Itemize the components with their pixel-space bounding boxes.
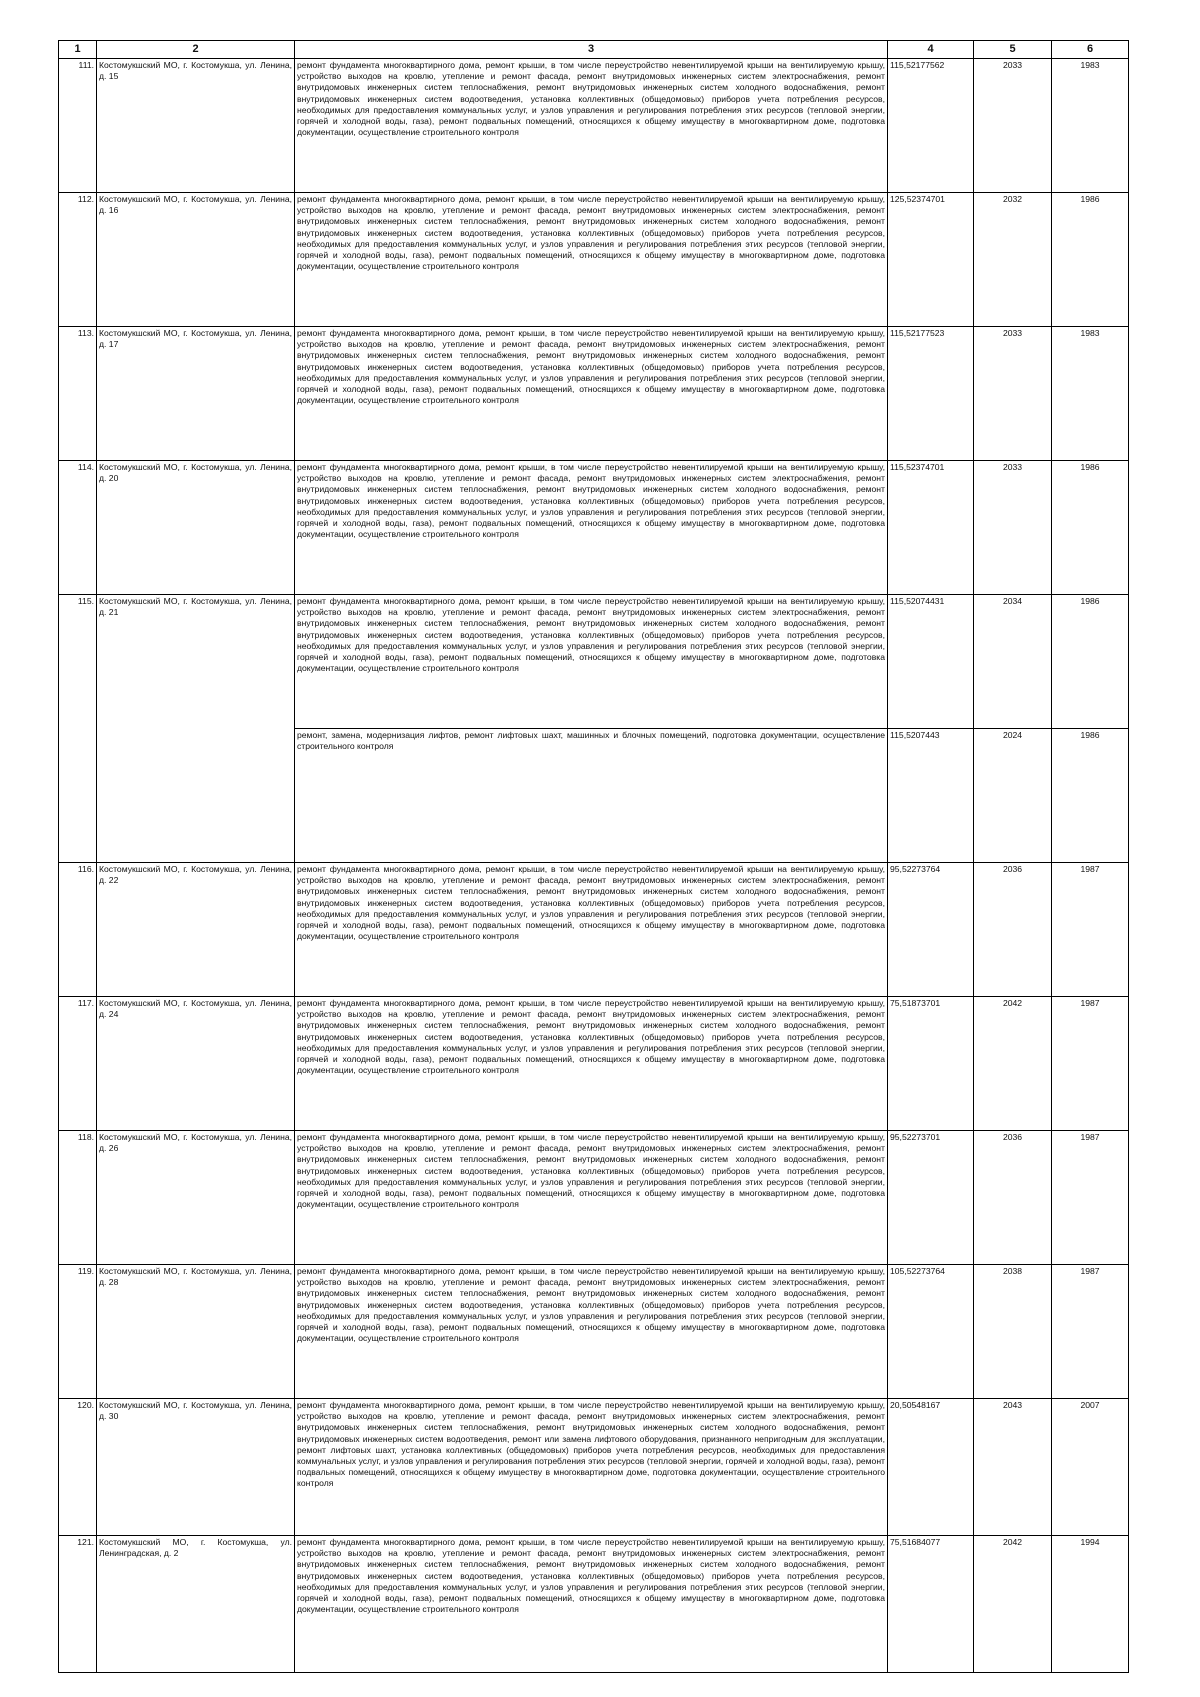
capital-repair-table [58,40,1129,1673]
table-row [59,193,1129,327]
row-address: Костомукшский МО, г. Костомукша, ул. Ленина, д. 20 [97,461,295,595]
row-built: 1987 [1052,997,1129,1131]
table-row [59,1131,1129,1265]
table-row [59,997,1129,1131]
row-year: 2038 [974,1265,1052,1399]
row-address: Костомукшский МО, г. Костомукша, ул. Ленина, д. 15 [97,59,295,193]
row-built: 2007 [1052,1399,1129,1536]
header-col-2: 2 [97,41,295,59]
table-row [59,595,1129,729]
row-cost: 75,51873701 [888,997,974,1131]
row-number: 118. [59,1131,97,1265]
row-cost: 105,52273764 [888,1265,974,1399]
row-built: 1983 [1052,59,1129,193]
row-works: ремонт фундамента многоквартирного дома, ремонт крыши, в том числе переустройство невентилируемой крыши на вентилируемую крышу, устройство выходов на кровлю, утепление и ремонт фасада, ремонт внутридомовых инженерных систем электроснабжения, ремонт внутридомовых инженерных систем теплоснабжения, ремонт внутридомовых инженерных систем холодного водоснабжения, ремонт внутридомовых инженерных систем водоотведения, установка коллективных (общедомовых) приборов учета потребления ресурсов, необходимых для предоставления коммунальных услуг, и узлов управления и регулирования потребления этих ресурсов (тепловой энергии, горячей и холодной воды, газа), ремонт подвальных помещений, относящихся к общему имуществу в многоквартирном доме, подготовка документации, осуществление строительного контроля [295,1536,888,1673]
row-address: Костомукшский МО, г. Костомукша, ул. Ленина, д. 24 [97,997,295,1131]
row-number: 114. [59,461,97,595]
row-address: Костомукшский МО, г. Костомукша, ул. Ленинградская, д. 2 [97,1536,295,1673]
row-cost: 125,52374701 [888,193,974,327]
row-address: Костомукшский МО, г. Костомукша, ул. Ленина, д. 26 [97,1131,295,1265]
header-col-3: 3 [295,41,888,59]
row-works: ремонт фундамента многоквартирного дома, ремонт крыши, в том числе переустройство невентилируемой крыши на вентилируемую крышу, устройство выходов на кровлю, утепление и ремонт фасада, ремонт внутридомовых инженерных систем электроснабжения, ремонт внутридомовых инженерных систем теплоснабжения, ремонт внутридомовых инженерных систем холодного водоснабжения, ремонт внутридомовых инженерных систем водоотведения, установка коллективных (общедомовых) приборов учета потребления ресурсов, необходимых для предоставления коммунальных услуг, и узлов управления и регулирования потребления этих ресурсов (тепловой энергии, горячей и холодной воды, газа), ремонт подвальных помещений, относящихся к общему имуществу в многоквартирном доме, подготовка документации, осуществление строительного контроля [295,193,888,327]
row-year: 2032 [974,193,1052,327]
row-cost: 115,52177523 [888,327,974,461]
row-number: 117. [59,997,97,1131]
row-year: 2042 [974,1536,1052,1673]
row-address: Костомукшский МО, г. Костомукша, ул. Ленина, д. 30 [97,1399,295,1536]
header-col-6: 6 [1052,41,1129,59]
row-number: 120. [59,1399,97,1536]
row-built: 1994 [1052,1536,1129,1673]
header-col-4: 4 [888,41,974,59]
row-address: Костомукшский МО, г. Костомукша, ул. Ленина, д. 17 [97,327,295,461]
row-year: 2043 [974,1399,1052,1536]
row-year: 2036 [974,1131,1052,1265]
row-cost: 75,51684077 [888,1536,974,1673]
row-cost: 115,5207443 [888,729,974,863]
row-works: ремонт фундамента многоквартирного дома, ремонт крыши, в том числе переустройство невентилируемой крыши на вентилируемую крышу, устройство выходов на кровлю, утепление и ремонт фасада, ремонт внутридомовых инженерных систем электроснабжения, ремонт внутридомовых инженерных систем теплоснабжения, ремонт внутридомовых инженерных систем холодного водоснабжения, ремонт внутридомовых инженерных систем водоотведения, установка коллективных (общедомовых) приборов учета потребления ресурсов, необходимых для предоставления коммунальных услуг, и узлов управления и регулирования потребления этих ресурсов (тепловой энергии, горячей и холодной воды, газа), ремонт подвальных помещений, относящихся к общему имуществу в многоквартирном доме, подготовка документации, осуществление строительного контроля [295,461,888,595]
table-row [59,59,1129,193]
row-built: 1986 [1052,193,1129,327]
row-year: 2034 [974,595,1052,729]
row-built: 1987 [1052,863,1129,997]
row-cost: 95,52273701 [888,1131,974,1265]
row-cost: 115,52074431 [888,595,974,729]
row-cost: 95,52273764 [888,863,974,997]
row-cost: 115,52374701 [888,461,974,595]
row-number: 112. [59,193,97,327]
row-number: 121. [59,1536,97,1673]
row-number: 116. [59,863,97,997]
row-works: ремонт фундамента многоквартирного дома, ремонт крыши, в том числе переустройство невентилируемой крыши на вентилируемую крышу, устройство выходов на кровлю, утепление и ремонт фасада, ремонт внутридомовых инженерных систем электроснабжения, ремонт внутридомовых инженерных систем теплоснабжения, ремонт внутридомовых инженерных систем холодного водоснабжения, ремонт внутридомовых инженерных систем водоотведения, установка коллективных (общедомовых) приборов учета потребления ресурсов, необходимых для предоставления коммунальных услуг, и узлов управления и регулирования потребления этих ресурсов (тепловой энергии, горячей и холодной воды, газа), ремонт подвальных помещений, относящихся к общему имуществу в многоквартирном доме, подготовка документации, осуществление строительного контроля [295,59,888,193]
header-col-1: 1 [59,41,97,59]
table-row [59,1399,1129,1536]
row-built: 1986 [1052,595,1129,729]
table-row [59,1536,1129,1673]
row-built: 1986 [1052,461,1129,595]
row-number: 115. [59,595,97,863]
row-cost: 20,50548167 [888,1399,974,1536]
row-works-elevator: ремонт, замена, модернизация лифтов, ремонт лифтовых шахт, машинных и блочных помещений, подготовка документации, осуществление строительного контроля [295,729,888,863]
row-works: ремонт фундамента многоквартирного дома, ремонт крыши, в том числе переустройство невентилируемой крыши на вентилируемую крышу, устройство выходов на кровлю, утепление и ремонт фасада, ремонт внутридомовых инженерных систем электроснабжения, ремонт внутридомовых инженерных систем теплоснабжения, ремонт внутридомовых инженерных систем холодного водоснабжения, ремонт внутридомовых инженерных систем водоотведения, установка коллективных (общедомовых) приборов учета потребления ресурсов, необходимых для предоставления коммунальных услуг, и узлов управления и регулирования потребления этих ресурсов (тепловой энергии, горячей и холодной воды, газа), ремонт подвальных помещений, относящихся к общему имуществу в многоквартирном доме, подготовка документации, осуществление строительного контроля [295,595,888,729]
row-address: Костомукшский МО, г. Костомукша, ул. Ленина, д. 22 [97,863,295,997]
table-row [59,1265,1129,1399]
row-built: 1983 [1052,327,1129,461]
row-number: 113. [59,327,97,461]
row-cost: 115,52177562 [888,59,974,193]
row-year: 2033 [974,461,1052,595]
row-works: ремонт фундамента многоквартирного дома, ремонт крыши, в том числе переустройство невентилируемой крыши на вентилируемую крышу, устройство выходов на кровлю, утепление и ремонт фасада, ремонт внутридомовых инженерных систем электроснабжения, ремонт внутридомовых инженерных систем теплоснабжения, ремонт внутридомовых инженерных систем холодного водоснабжения, ремонт внутридомовых инженерных систем водоотведения, установка коллективных (общедомовых) приборов учета потребления ресурсов, необходимых для предоставления коммунальных услуг, и узлов управления и регулирования потребления этих ресурсов (тепловой энергии, горячей и холодной воды, газа), ремонт подвальных помещений, относящихся к общему имуществу в многоквартирном доме, подготовка документации, осуществление строительного контроля [295,863,888,997]
table-row [59,461,1129,595]
row-year: 2036 [974,863,1052,997]
row-works: ремонт фундамента многоквартирного дома, ремонт крыши, в том числе переустройство невентилируемой крыши на вентилируемую крышу, устройство выходов на кровлю, утепление и ремонт фасада, ремонт внутридомовых инженерных систем электроснабжения, ремонт внутридомовых инженерных систем теплоснабжения, ремонт внутридомовых инженерных систем холодного водоснабжения, ремонт внутридомовых инженерных систем водоотведения, установка коллективных (общедомовых) приборов учета потребления ресурсов, необходимых для предоставления коммунальных услуг, и узлов управления и регулирования потребления этих ресурсов (тепловой энергии, горячей и холодной воды, газа), ремонт подвальных помещений, относящихся к общему имуществу в многоквартирном доме, подготовка документации, осуществление строительного контроля [295,1131,888,1265]
row-works: ремонт фундамента многоквартирного дома, ремонт крыши, в том числе переустройство невентилируемой крыши на вентилируемую крышу, устройство выходов на кровлю, утепление и ремонт фасада, ремонт внутридомовых инженерных систем электроснабжения, ремонт внутридомовых инженерных систем теплоснабжения, ремонт внутридомовых инженерных систем холодного водоснабжения, ремонт внутридомовых инженерных систем водоотведения, установка коллективных (общедомовых) приборов учета потребления ресурсов, необходимых для предоставления коммунальных услуг, и узлов управления и регулирования потребления этих ресурсов (тепловой энергии, горячей и холодной воды, газа), ремонт подвальных помещений, относящихся к общему имуществу в многоквартирном доме, подготовка документации, осуществление строительного контроля [295,1265,888,1399]
row-works: ремонт фундамента многоквартирного дома, ремонт крыши, в том числе переустройство невентилируемой крыши на вентилируемую крышу, устройство выходов на кровлю, утепление и ремонт фасада, ремонт внутридомовых инженерных систем электроснабжения, ремонт внутридомовых инженерных систем теплоснабжения, ремонт внутридомовых инженерных систем холодного водоснабжения, ремонт внутридомовых инженерных систем водоотведения, установка коллективных (общедомовых) приборов учета потребления ресурсов, необходимых для предоставления коммунальных услуг, и узлов управления и регулирования потребления этих ресурсов (тепловой энергии, горячей и холодной воды, газа), ремонт подвальных помещений, относящихся к общему имуществу в многоквартирном доме, подготовка документации, осуществление строительного контроля [295,327,888,461]
row-year: 2033 [974,59,1052,193]
table-row [59,863,1129,997]
row-works: ремонт фундамента многоквартирного дома, ремонт крыши, в том числе переустройство невентилируемой крыши на вентилируемую крышу, устройство выходов на кровлю, утепление и ремонт фасада, ремонт внутридомовых инженерных систем электроснабжения, ремонт внутридомовых инженерных систем теплоснабжения, ремонт внутридомовых инженерных систем холодного водоснабжения, ремонт внутридомовых инженерных систем водоотведения, установка коллективных (общедомовых) приборов учета потребления ресурсов, необходимых для предоставления коммунальных услуг, и узлов управления и регулирования потребления этих ресурсов (тепловой энергии, горячей и холодной воды, газа), ремонт подвальных помещений, относящихся к общему имуществу в многоквартирном доме, подготовка документации, осуществление строительного контроля [295,997,888,1131]
table-row [59,327,1129,461]
row-built: 1987 [1052,1265,1129,1399]
header-row [59,41,1129,59]
row-year: 2042 [974,997,1052,1131]
row-year: 2033 [974,327,1052,461]
row-address: Костомукшский МО, г. Костомукша, ул. Ленина, д. 28 [97,1265,295,1399]
row-year: 2024 [974,729,1052,863]
header-col-5: 5 [974,41,1052,59]
row-address: Костомукшский МО, г. Костомукша, ул. Ленина, д. 16 [97,193,295,327]
row-works: ремонт фундамента многоквартирного дома, ремонт крыши, в том числе переустройство невентилируемой крыши на вентилируемую крышу, устройство выходов на кровлю, утепление и ремонт фасада, ремонт внутридомовых инженерных систем электроснабжения, ремонт внутридомовых инженерных систем теплоснабжения, ремонт внутридомовых инженерных систем холодного водоснабжения, ремонт внутридомовых инженерных систем водоотведения, ремонт или замена лифтового оборудования, признанного непригодным для эксплуатации, ремонт лифтовых шахт, установка коллективных (общедомовых) приборов учета потребления ресурсов, необходимых для предоставления коммунальных услуг, и узлов управления и регулирования потребления этих ресурсов (тепловой энергии, горячей и холодной воды, газа), ремонт подвальных помещений, относящихся к общему имуществу в многоквартирном доме, подготовка документации, осуществление строительного контроля [295,1399,888,1536]
row-built: 1986 [1052,729,1129,863]
row-address: Костомукшский МО, г. Костомукша, ул. Ленина, д. 21 [97,595,295,863]
row-built: 1987 [1052,1131,1129,1265]
row-number: 111. [59,59,97,193]
row-number: 119. [59,1265,97,1399]
